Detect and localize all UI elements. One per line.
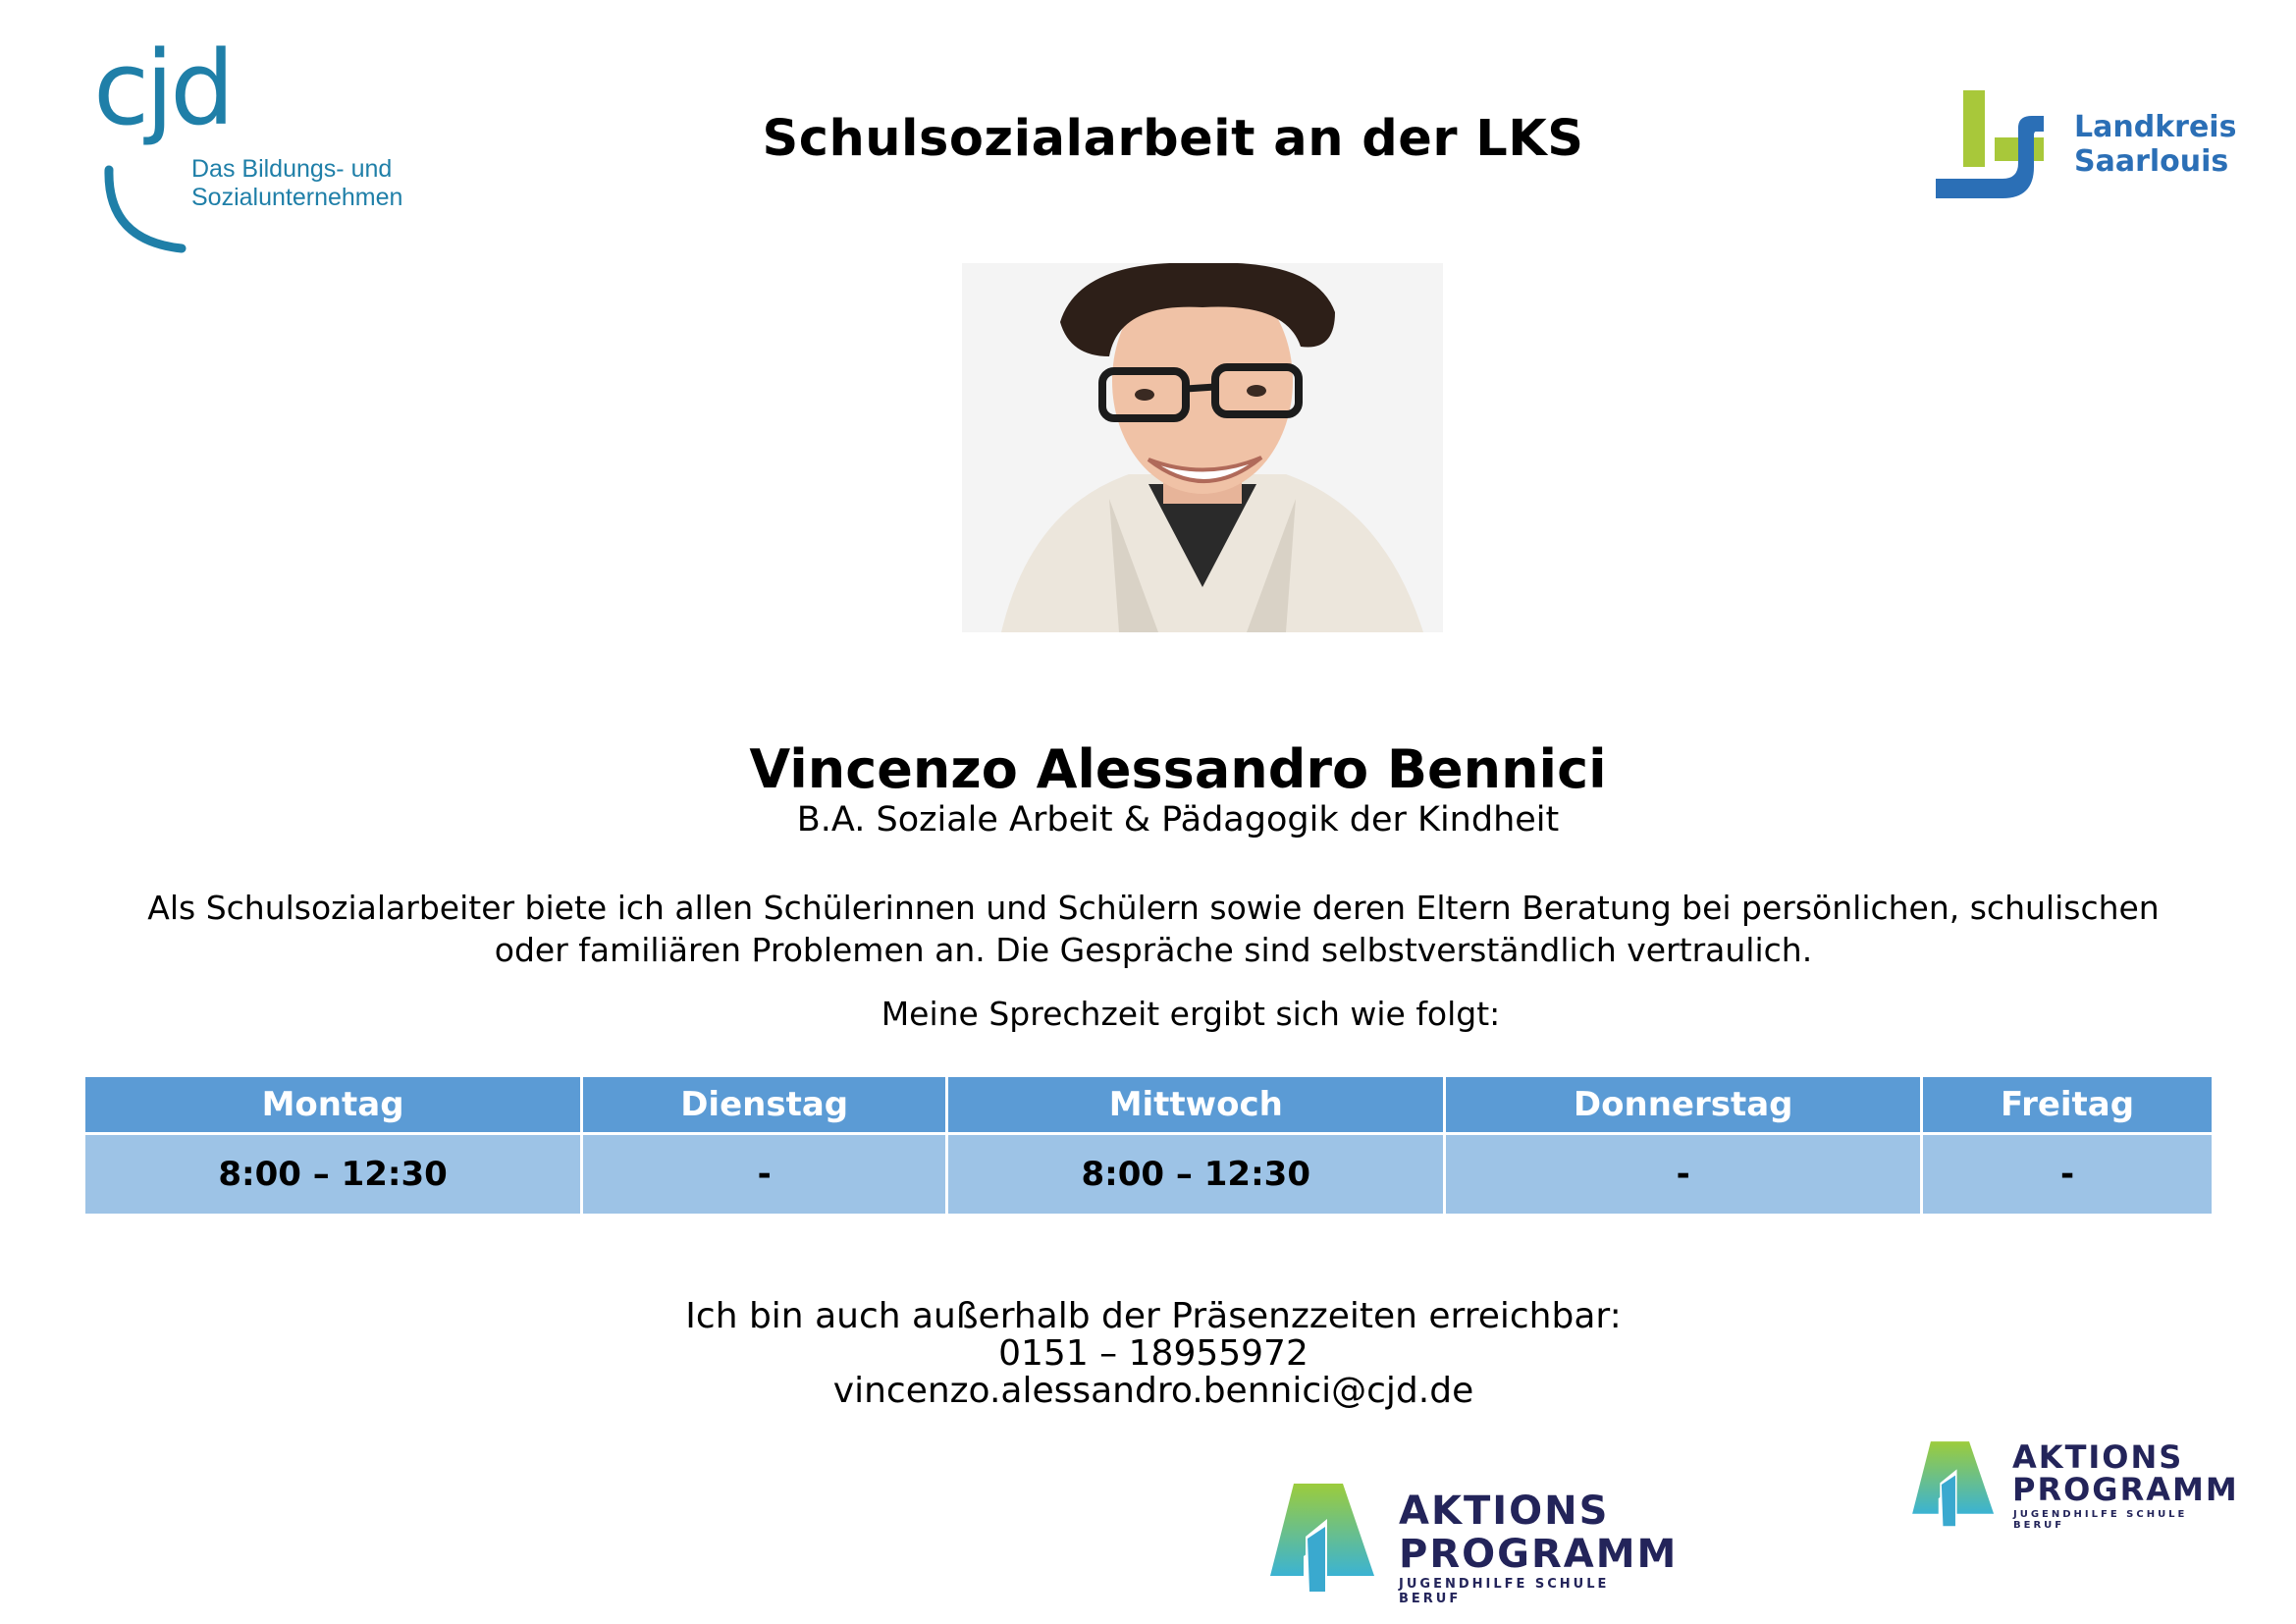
day-header-wednesday: Mittwoch — [948, 1077, 1443, 1132]
day-header-friday: Freitag — [1923, 1077, 2212, 1132]
aktions-emblem-small-icon — [1909, 1437, 1998, 1532]
aktions-small-title — [2012, 1438, 2239, 1508]
cjd-tagline-line1: Das Bildungs- und — [191, 155, 393, 183]
hours-cell-monday: 8:00 – 12:30 — [85, 1135, 580, 1214]
landkreis-line2: Saarlouis — [2074, 144, 2229, 179]
aktions-small-line2: PROGRAMM — [2012, 1471, 2239, 1508]
portrait-image — [962, 263, 1443, 632]
aktions-line1: AKTIONS — [1399, 1489, 1610, 1534]
landkreis-emblem-icon — [1934, 88, 2052, 206]
hours-cell-wednesday: 8:00 – 12:30 — [948, 1135, 1443, 1214]
aktions-small-line1: AKTIONS — [2012, 1438, 2184, 1476]
aktions-small-subtitle: JUGENDHILFE SCHULE BERUF — [2013, 1509, 2188, 1531]
office-hours-intro: Meine Sprechzeit ergibt sich wie folgt: — [881, 995, 1501, 1033]
aktions-subtitle: JUGENDHILFE SCHULE BERUF — [1399, 1577, 1610, 1606]
table-header-row — [85, 1077, 2212, 1132]
aktions-title — [1399, 1489, 1678, 1576]
contact-note: Ich bin auch außerhalb der Präsenzzeiten erreichbar: — [685, 1296, 1622, 1336]
intro-line-2: oder familiären Problemen an. Die Gespräche sind selbstverständlich vertraulich. — [494, 931, 1813, 969]
contact-phone[interactable]: 0151 – 18955972 — [998, 1333, 1308, 1374]
person-name: Vincenzo Alessandro Bennici — [749, 738, 1607, 800]
contact-email[interactable]: vincenzo.alessandro.bennici@cjd.de — [832, 1371, 1474, 1411]
landkreis-line1: Landkreis — [2074, 110, 2237, 144]
cjd-tagline-line2: Sozialunternehmen — [191, 184, 403, 211]
person-degree: B.A. Soziale Arbeit & Pädagogik der Kindheit — [796, 800, 1560, 839]
aktions-programm-logo-small — [1909, 1435, 2239, 1543]
landkreis-logo — [1934, 88, 2237, 206]
cjd-smile-icon — [103, 162, 191, 260]
table-row — [85, 1135, 2212, 1214]
hours-cell-tuesday: - — [583, 1135, 945, 1214]
aktions-emblem-icon — [1266, 1480, 1379, 1597]
day-header-monday: Montag — [85, 1077, 580, 1132]
landkreis-logo-text — [2074, 110, 2236, 179]
intro-text — [118, 887, 2189, 971]
contact-block — [0, 1298, 2296, 1410]
office-hours-table — [82, 1074, 2215, 1217]
aktions-line2: PROGRAMM — [1399, 1532, 1679, 1577]
portrait-photo — [962, 263, 1443, 632]
aktions-programm-logo — [1266, 1478, 1679, 1605]
day-header-tuesday: Dienstag — [583, 1077, 945, 1132]
cjd-logo-word: cjd — [93, 28, 232, 148]
page-title: Schulsozialarbeit an der LKS — [762, 110, 1584, 168]
hours-cell-friday: - — [1923, 1135, 2212, 1214]
intro-line-1: Als Schulsozialarbeiter biete ich allen Schülerinnen und Schülern sowie deren Eltern Beratung bei persönlichen, schulischen — [147, 889, 2160, 927]
hours-cell-thursday: - — [1446, 1135, 1920, 1214]
day-header-thursday: Donnerstag — [1446, 1077, 1920, 1132]
